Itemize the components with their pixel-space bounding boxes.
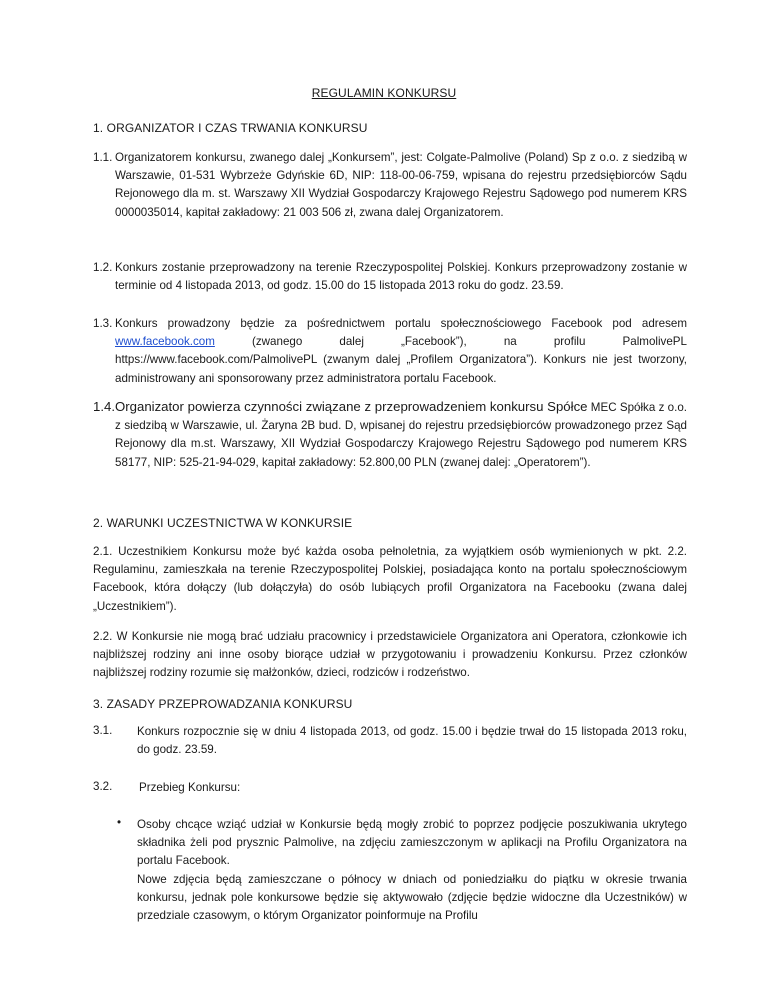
- paragraph-text: [115, 315, 687, 388]
- paragraph-1-4: [93, 398, 687, 472]
- paragraph-text-end: (zwanego dalej „Facebook”), na profilu PalmolivePL https://www.facebook.com/PalmolivePL (zwanym dalej „Profilem Organizatora”). Konkurs nie jest tworzony, administrowany ani sponsorowany przez administratora portalu Facebook.: [115, 335, 687, 385]
- page-title: REGULAMIN KONKURSU: [311, 86, 457, 100]
- paragraph-number-3-1: 3.1.: [93, 724, 113, 737]
- paragraph-text: Organizatorem konkursu, zwanego dalej „Konkursem”, jest: Colgate-Palmolive (Poland) Sp z o.o. z siedzibą w Warszawie, 01-531 Wybrzeże Gdyńskie 6D, NIP: 118-00-06-759, wpisana do rejestru przedsiębiorców Sądu Rejonowego dla m. st. Warszawy XII Wydział Gospodarczy Krajowego Rejestru Sądowego pod numerem KRS 0000035014, kapitał zakładowy: 21 003 506 zł, zwana dalej Organizatorem.: [115, 151, 687, 219]
- bullet-item-1: [137, 816, 687, 925]
- paragraph-3-2: Przebieg Konkursu:: [139, 781, 241, 794]
- paragraph-1-2: [93, 259, 687, 295]
- paragraph-2-1: 2.1. Uczestnikiem Konkursu może być każda osoba pełnoletnia, za wyjątkiem osób wymienionych w pkt. 2.2. Regulaminu, zamieszkała na terenie Rzeczypospolitej Polskiej, posiadająca konto na portalu społecznościowym Facebook, która dołączy (lub dołączyła) do osób lubiących profil Organizatora na Facebooku (zwana dalej „Uczestnikiem”).: [93, 545, 687, 613]
- section-3-heading: 3. ZASADY PRZEPROWADZANIA KONKURSU: [93, 697, 353, 711]
- bullet-item-text: Osoby chcące wziąć udział w Konkursie będą mogły zrobić to poprzez podjęcie poszukiwania ukrytego składnika żeli pod prysznic Palmolive, na zdjęciu zamieszczonym w aplikacji na Profilu Organizatora na portalu Facebook.: [137, 818, 687, 868]
- paragraph-number-3-2: 3.2.: [93, 780, 113, 793]
- paragraph-1-1: [93, 149, 687, 222]
- paragraph-text-start: Konkurs prowadzony będzie za pośrednictwem portalu społecznościowego Facebook pod adresem: [115, 317, 687, 330]
- paragraph-number: 1.4.: [93, 399, 115, 414]
- paragraph-lead: Organizator powierza czynności związane z przeprowadzeniem konkursu Spółce: [115, 399, 588, 414]
- bullet-icon: •: [117, 816, 122, 829]
- section-1-heading: 1. ORGANIZATOR I CZAS TRWANIA KONKURSU: [93, 121, 368, 135]
- paragraph-text: [115, 398, 687, 472]
- paragraph-number: 1.2.: [93, 261, 113, 274]
- paragraph-number: 1.1.: [93, 151, 113, 164]
- paragraph-text: Konkurs zostanie przeprowadzony na terenie Rzeczypospolitej Polskiej. Konkurs przeprowadzony zostanie w terminie od 4 listopada 2013, od godz. 15.00 do 15 listopada 2013 roku do godz. 23.59.: [115, 261, 687, 293]
- bullet-item-continued: Nowe zdjęcia będą zamieszczane o północy w dniach od poniedziałku do piątku w okresie trwania konkursu, jednak pole konkursowe będzie się aktywowało (zdjęcie będzie widoczne dla Uczestników) w przedziale czasowym, o którym Organizator poinformuje na Profilu: [137, 872, 687, 923]
- section-2-heading: 2. WARUNKI UCZESTNICTWA W KONKURSIE: [93, 516, 353, 530]
- paragraph-2-2: 2.2. W Konkursie nie mogą brać udziału pracownicy i przedstawiciele Organizatora ani Operatora, członkowie ich najbliższej rodziny ani inne osoby biorące udział w przygotowaniu i prowadzeniu Konkursu. Przez członków najbliższej rodziny rozumie się małżonków, dzieci, rodziców i rodzeństwo.: [93, 630, 687, 680]
- paragraph-rest: MEC Spółka z o.o. z siedzibą w Warszawie, ul. Żaryna 2B bud. D, wpisanej do rejestru przedsiębiorców prowadzonego przez Sąd Rejonowy dla m.st. Warszawy, XII Wydział Gospodarczy Krajowego Rejestru Sądowego pod numerem KRS 58177, NIP: 525-21-94-029, kapitał zakładowy: 52.800,00 PLN (zwanej dalej: „Operatorem”).: [115, 401, 687, 469]
- facebook-link[interactable]: www.facebook.com: [115, 335, 215, 349]
- paragraph-1-3: [93, 315, 687, 388]
- paragraph-number: 1.3.: [93, 317, 113, 330]
- paragraph-3-1: Konkurs rozpocznie się w dniu 4 listopada 2013, od godz. 15.00 i będzie trwał do 15 listopada 2013 roku, do godz. 23.59.: [137, 725, 687, 757]
